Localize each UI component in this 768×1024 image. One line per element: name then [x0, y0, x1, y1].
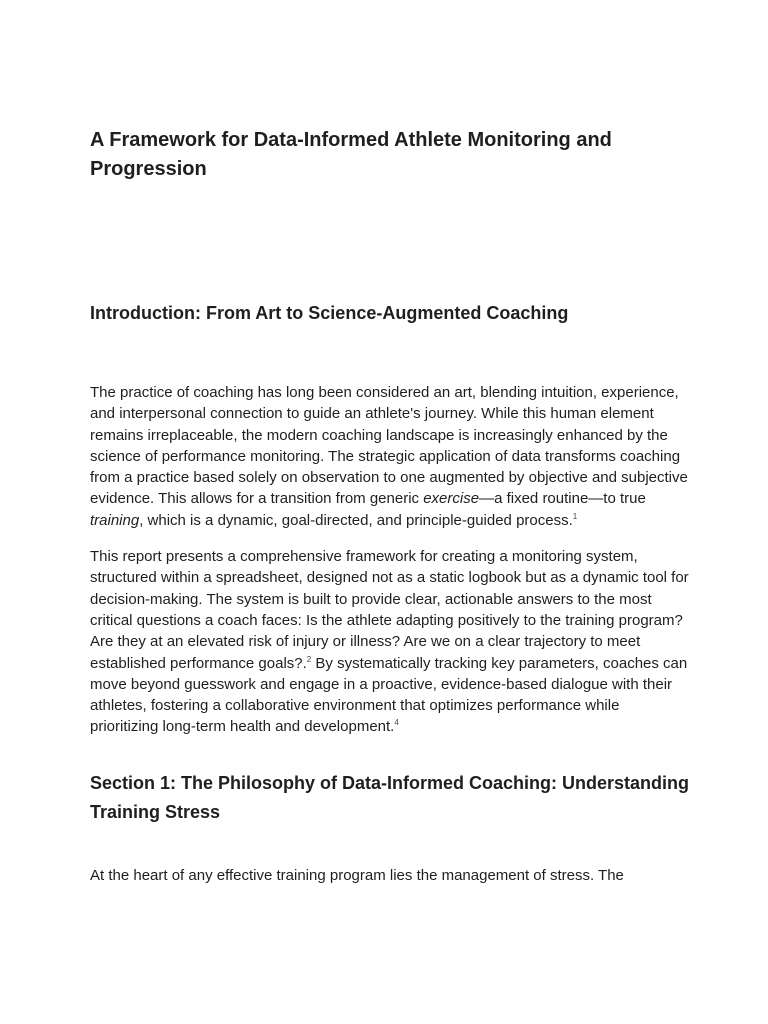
- footnote-ref-2[interactable]: 2: [306, 654, 312, 664]
- intro-paragraph-1: [90, 382, 690, 531]
- section-1-paragraph-1: At the heart of any effective training program lies the management of stress. The: [90, 866, 624, 884]
- section-1-heading: Section 1: The Philosophy of Data-Informed Coaching: Understanding Training Stress: [90, 772, 690, 822]
- document-title: A Framework for Data-Informed Athlete Monitoring and Progression: [90, 129, 612, 180]
- intro-p2-text-2: By systematically tracking key parameters, coaches can move beyond guesswork and engage in a proactive, evidence-based dialogue with their athletes, fostering a collaborative environment that optimizes performance while prioritizing long-term health and development.: [90, 654, 688, 736]
- footnote-ref-4[interactable]: 4: [394, 718, 399, 728]
- intro-heading: Introduction: From Art to Science-Augmented Coaching: [90, 303, 569, 323]
- intro-p1-text-3: , which is a dynamic, goal-directed, and principle-guided process.: [139, 511, 573, 529]
- intro-p1-text-2: —a fixed routine—to true: [479, 490, 646, 508]
- footnote-ref-1[interactable]: 1: [572, 511, 578, 521]
- intro-p1-emphasis-exercise: exercise: [423, 490, 480, 508]
- intro-paragraph-2: [90, 546, 690, 738]
- intro-p2-text-1: This report presents a comprehensive framework for creating a monitoring system, structured within a spreadsheet, designed not as a static logbook but as a dynamic tool for decision-making. The system is built to provide clear, actionable answers to the most critical questions a coach faces: Is the athlete adapting positively to the training program? Are they at an elevated risk of injury or illness? Are we on a clear trajectory to meet established performance goals?.: [90, 548, 689, 672]
- document-body: [90, 126, 690, 886]
- intro-p1-text-1: The practice of coaching has long been considered an art, blending intuition, experience, and interpersonal connection to guide an athlete's journey. While this human element remains irreplaceable, the modern coaching landscape is increasingly enhanced by the science of performance monitoring. The strategic application of data transforms coaching from a practice based solely on observation to one augmented by objective and subjective evidence. This allows for a transition from generic: [90, 384, 688, 508]
- intro-p1-emphasis-training: training: [90, 511, 140, 529]
